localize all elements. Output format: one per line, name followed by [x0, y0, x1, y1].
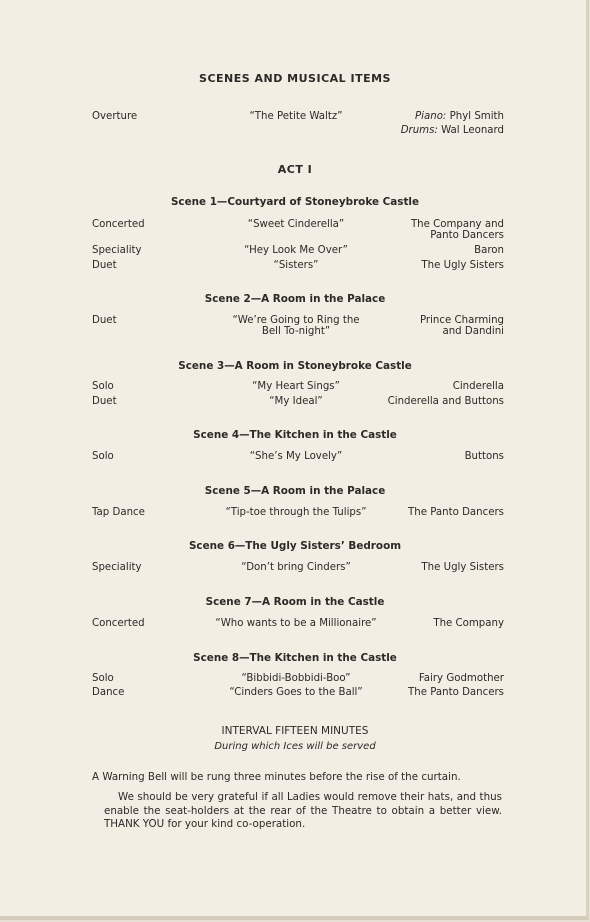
scene-title: Scene 8—The Kitchen in the Castle — [193, 652, 397, 664]
overture-title: “The Petite Waltz” — [249, 111, 343, 122]
overture-credit-drums — [401, 125, 504, 136]
item-performer: The Company — [433, 618, 504, 629]
page-heading: SCENES AND MUSICAL ITEMS — [199, 72, 391, 85]
item-song: “Bibbidi-Bobbidi-Boo” — [241, 673, 351, 684]
drums-label: Drums: — [400, 125, 438, 136]
overture-credit-piano — [415, 111, 504, 122]
item-performer: The Panto Dancers — [408, 507, 504, 518]
scene-title: Scene 2—A Room in the Palace — [204, 293, 386, 305]
item-type: Tap Dance — [92, 507, 145, 518]
act-heading: ACT I — [277, 163, 313, 176]
hats-note: We should be very grateful if all Ladies would remove their hats, and thus enable the seat-holders at the rear of the Theatre to obtain a better view. THANK YOU for your kind co-operation. — [104, 791, 502, 830]
item-type: Solo — [92, 381, 114, 392]
piano-name: Phyl Smith — [449, 111, 504, 122]
item-type: Dance — [92, 687, 125, 698]
item-performer: The Ugly Sisters — [421, 260, 504, 271]
item-performer: Cinderella and Buttons — [387, 396, 504, 407]
item-performer: Panto Dancers — [430, 230, 504, 241]
drums-name: Wal Leonard — [441, 125, 504, 136]
item-type: Speciality — [92, 245, 142, 256]
item-performer: Fairy Godmother — [418, 673, 504, 684]
item-performer: Buttons — [464, 451, 504, 462]
item-type: Solo — [92, 673, 114, 684]
item-type: Duet — [92, 396, 117, 407]
overture-type: Overture — [92, 111, 138, 122]
item-song: “She’s My Lovely” — [249, 451, 343, 462]
item-performer: The Company and — [410, 219, 504, 230]
item-song: “Tip-toe through the Tulips” — [225, 507, 367, 518]
interval-title: INTERVAL FIFTEEN MINUTES — [221, 725, 369, 737]
item-song: “Hey Look Me Over” — [244, 245, 348, 256]
item-song: “My Heart Sings” — [252, 381, 340, 392]
item-song: “My Ideal” — [269, 396, 323, 407]
scene-title: Scene 3—A Room in Stoneybroke Castle — [178, 360, 412, 372]
item-song: “Don’t bring Cinders” — [241, 562, 351, 573]
warning-bell-note: A Warning Bell will be rung three minutes before the rise of the curtain. — [92, 771, 461, 783]
item-type: Solo — [92, 451, 114, 462]
item-type: Speciality — [92, 562, 142, 573]
item-song: “Cinders Goes to the Ball” — [229, 687, 363, 698]
item-performer: Prince Charming — [419, 315, 504, 326]
item-song: “Who wants to be a Millionaire” — [215, 618, 377, 629]
item-performer: The Ugly Sisters — [421, 562, 504, 573]
item-performer: The Panto Dancers — [408, 687, 504, 698]
item-performer: Cinderella — [452, 381, 504, 392]
item-type: Concerted — [92, 219, 145, 230]
piano-label: Piano: — [415, 111, 447, 122]
item-type: Concerted — [92, 618, 145, 629]
interval-subtitle: During which Ices will be served — [214, 741, 376, 752]
item-song: Bell To-night” — [261, 326, 331, 337]
scene-title: Scene 7—A Room in the Castle — [205, 596, 385, 608]
scene-title: Scene 4—The Kitchen in the Castle — [193, 429, 397, 441]
scene-title: Scene 6—The Ugly Sisters’ Bedroom — [188, 540, 402, 552]
item-type: Duet — [92, 315, 117, 326]
item-song: “Sisters” — [273, 260, 319, 271]
item-performer: Baron — [474, 245, 504, 256]
scene-title: Scene 1—Courtyard of Stoneybroke Castle — [170, 196, 420, 208]
item-type: Duet — [92, 260, 117, 271]
scene-title: Scene 5—A Room in the Palace — [204, 485, 386, 497]
item-song: “Sweet Cinderella” — [247, 219, 345, 230]
item-performer: and Dandini — [442, 326, 504, 337]
item-song: “We’re Going to Ring the — [232, 315, 360, 326]
